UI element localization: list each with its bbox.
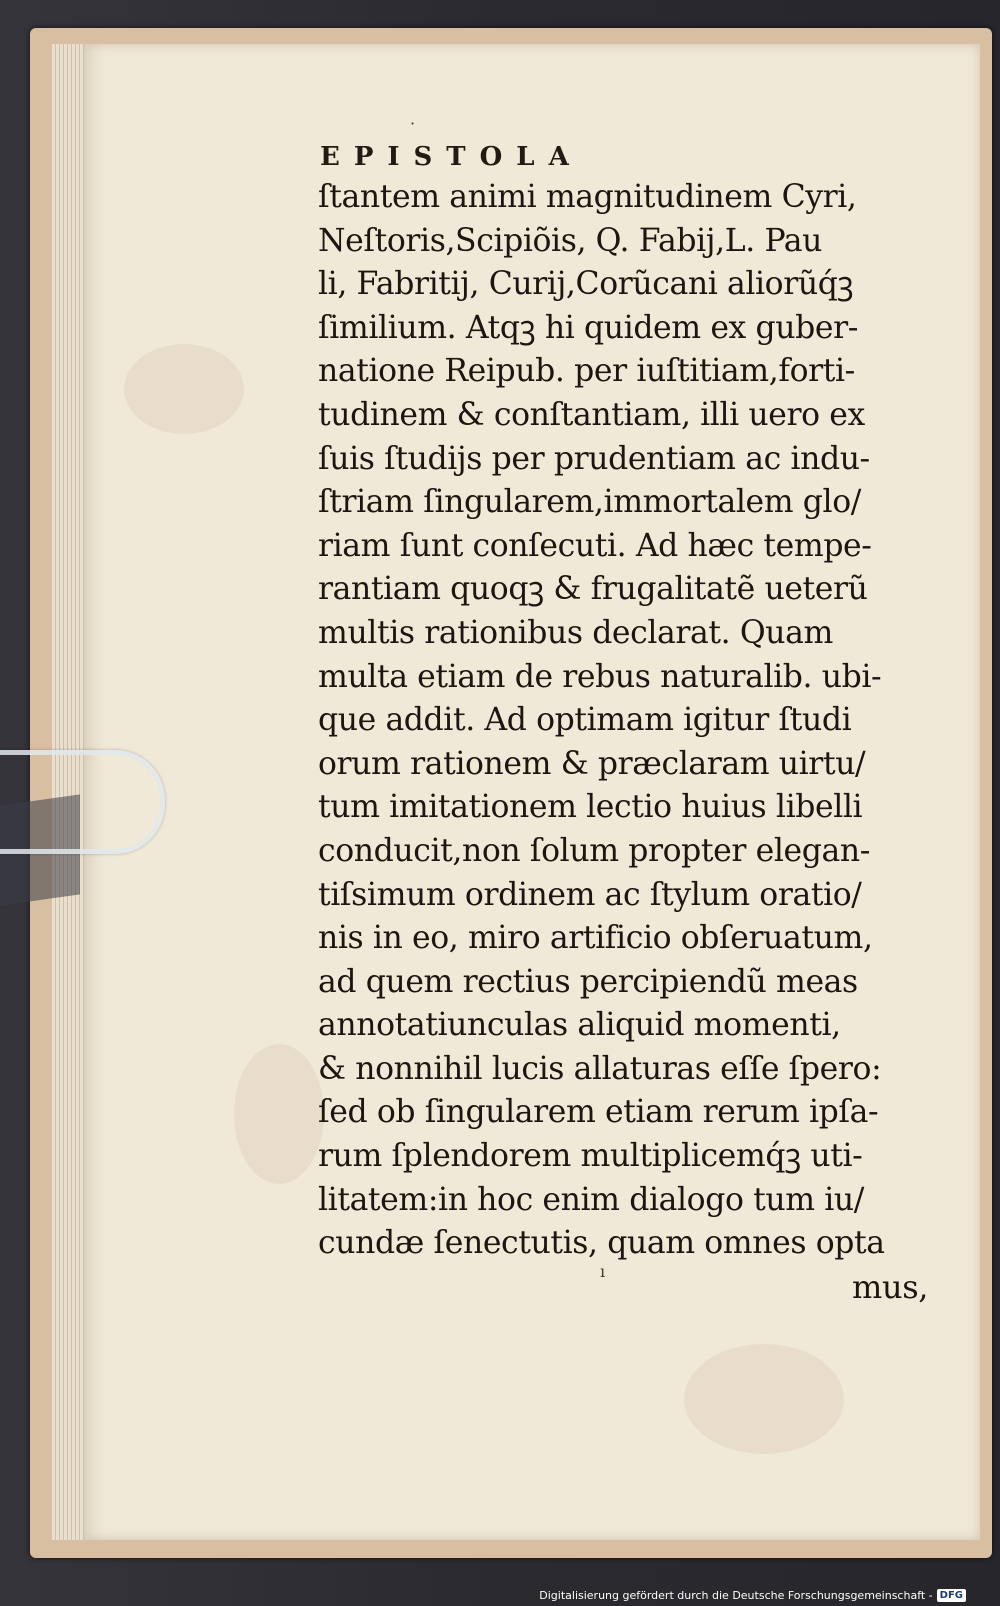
text-line: cundæ ſenectutis, quam omnes opta <box>318 1225 885 1262</box>
text-line: orum rationem & præclaram uirtu/ <box>318 745 866 782</box>
text-line: ſtantem animi magnitudinem Cyri, <box>318 179 857 215</box>
text-line: ſed ob ſingularem etiam rerum ipſa- <box>318 1094 879 1131</box>
paper-stain <box>684 1344 844 1454</box>
text-line: tum imitationem lectio huius libelli <box>318 789 863 826</box>
text-line: natione Reipub. per iuſtitiam,forti- <box>318 353 855 390</box>
text-line: ſimilium. Atqꝫ hi quidem ex guber- <box>318 309 858 346</box>
catchword: mus, <box>852 1267 928 1306</box>
text-line: multa etiam de rebus naturalib. ubi- <box>318 658 882 695</box>
text-line: litatem:in hoc enim dialogo tum iu/ <box>318 1181 864 1218</box>
text-line: riam ſunt conſecuti. Ad hæc tempe- <box>318 527 872 564</box>
text-line: rum ſplendorem multiplicemq́ꝫ uti- <box>318 1138 863 1175</box>
text-line: annotatiunculas aliquid momenti, <box>318 1007 841 1044</box>
text-line: li, Fabritij, Curij,Corũcani aliorũq́ꝫ <box>318 266 854 303</box>
text-line: que addit. Ad optimam igitur ſtudi <box>318 702 852 739</box>
running-head: EPISTOLA <box>320 142 583 172</box>
paper-clip-bookmark <box>0 750 165 854</box>
text-line: tudinem & conſtantiam, illi uero ex <box>318 396 865 433</box>
text-line: rantiam quoqꝫ & frugalitatẽ ueterũ <box>318 571 868 608</box>
digitization-credit <box>539 1589 966 1602</box>
text-line: conducit,non ſolum propter elegan- <box>318 832 870 869</box>
ink-speck: ı <box>600 1262 606 1281</box>
text-line: nis in eo, miro artificio obſeruatum, <box>318 920 873 957</box>
text-line: multis rationibus declarat. Quam <box>318 614 833 651</box>
text-line: tiſsimum ordinem ac ſtylum oratio/ <box>318 876 862 913</box>
credit-text: Digitalisierung gefördert durch die Deutsche Forschungsgemeinschaft - <box>539 1589 933 1602</box>
text-line: ſtriam ſingularem,immortalem glo/ <box>318 484 861 521</box>
paper-stain <box>124 344 244 434</box>
ink-speck: · <box>410 114 416 133</box>
text-line: ſuis ſtudijs per prudentiam ac indu- <box>318 440 870 477</box>
body-text <box>318 176 928 1309</box>
text-line: & nonnihil lucis allaturas eſſe ſpero: <box>318 1050 882 1087</box>
dfg-logo: DFG <box>937 1589 966 1602</box>
text-line: ad quem rectius percipiendũ meas <box>318 963 858 1000</box>
text-line: Neſtoris,Scipiõis, Q. Fabij,L. Pau <box>318 222 823 259</box>
paper-stain <box>234 1044 324 1184</box>
